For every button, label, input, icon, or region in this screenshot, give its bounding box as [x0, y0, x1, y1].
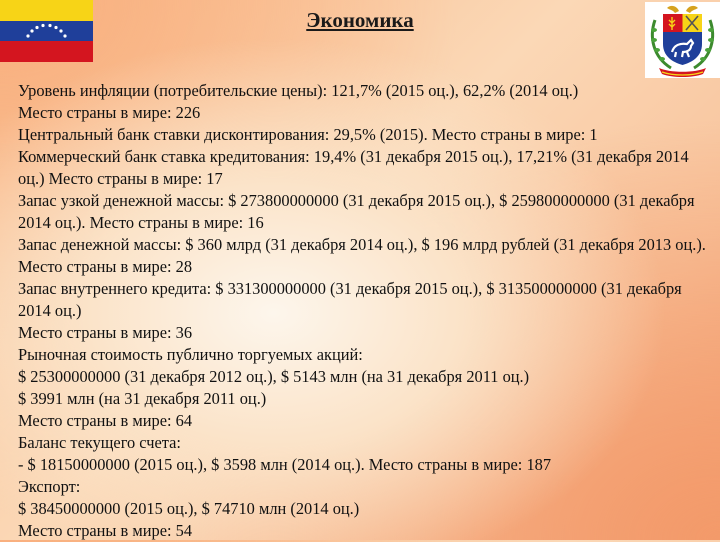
fact-line-domestic-credit-rank: Место страны в мире: 36	[18, 323, 193, 342]
fact-line-market-value-rank: Место страны в мире: 64	[18, 411, 193, 430]
fact-line-commercial-bank-rate: Коммерческий банк ставка кредитования: 19,4% (31 декабря 2015 оц.), 17,21% (31 декабря 2014 оц.) Место страны в мире: 17	[18, 147, 689, 188]
fact-line-central-bank-rate: Центральный банк ставки дисконтирования: 29,5% (2015). Место страны в мире: 1	[18, 125, 598, 144]
fact-line-market-value-2: $ 3991 млн (на 31 декабря 2011 оц.)	[18, 389, 267, 408]
fact-line-market-value-heading: Рыночная стоимость публично торгуемых акций:	[18, 345, 363, 364]
fact-line-inflation: Уровень инфляции (потребительские цены): 121,7% (2015 оц.), 62,2% (2014 оц.)	[18, 81, 579, 100]
flag-stripe-red	[0, 41, 93, 62]
fact-line-domestic-credit: Запас внутреннего кредита: $ 331300000000 (31 декабря 2015 оц.), $ 313500000000 (31 декабря 2014 оц.)	[18, 279, 682, 320]
fact-line-current-account-heading: Баланс текущего счета:	[18, 433, 181, 452]
fact-line-current-account: - $ 18150000000 (2015 оц.), $ 3598 млн (2014 оц.). Место страны в мире: 187	[18, 455, 552, 474]
fact-line-market-value-1: $ 25300000000 (31 декабря 2012 оц.), $ 5143 млн (на 31 декабря 2011 оц.)	[18, 367, 530, 386]
coat-of-arms-icon	[645, 2, 720, 78]
fact-line-export: $ 38450000000 (2015 оц.), $ 74710 млн (2014 оц.)	[18, 499, 360, 518]
fact-line-broad-money: Запас денежной массы: $ 360 млрд (31 декабря 2014 оц.), $ 196 млрд рублей (31 декабря 2013 оц.). Место страны в мире: 28	[18, 235, 706, 276]
fact-line-export-rank: Место страны в мире: 54	[18, 521, 193, 540]
fact-line-inflation-rank: Место страны в мире: 226	[18, 103, 201, 122]
page-title: Экономика	[306, 8, 414, 32]
economy-facts	[18, 80, 708, 542]
fact-line-export-heading: Экспорт:	[18, 477, 81, 496]
fact-line-narrow-money: Запас узкой денежной массы: $ 273800000000 (31 декабря 2015 оц.), $ 259800000000 (31 декабря 2014 оц.). Место страны в мире: 16	[18, 191, 695, 232]
